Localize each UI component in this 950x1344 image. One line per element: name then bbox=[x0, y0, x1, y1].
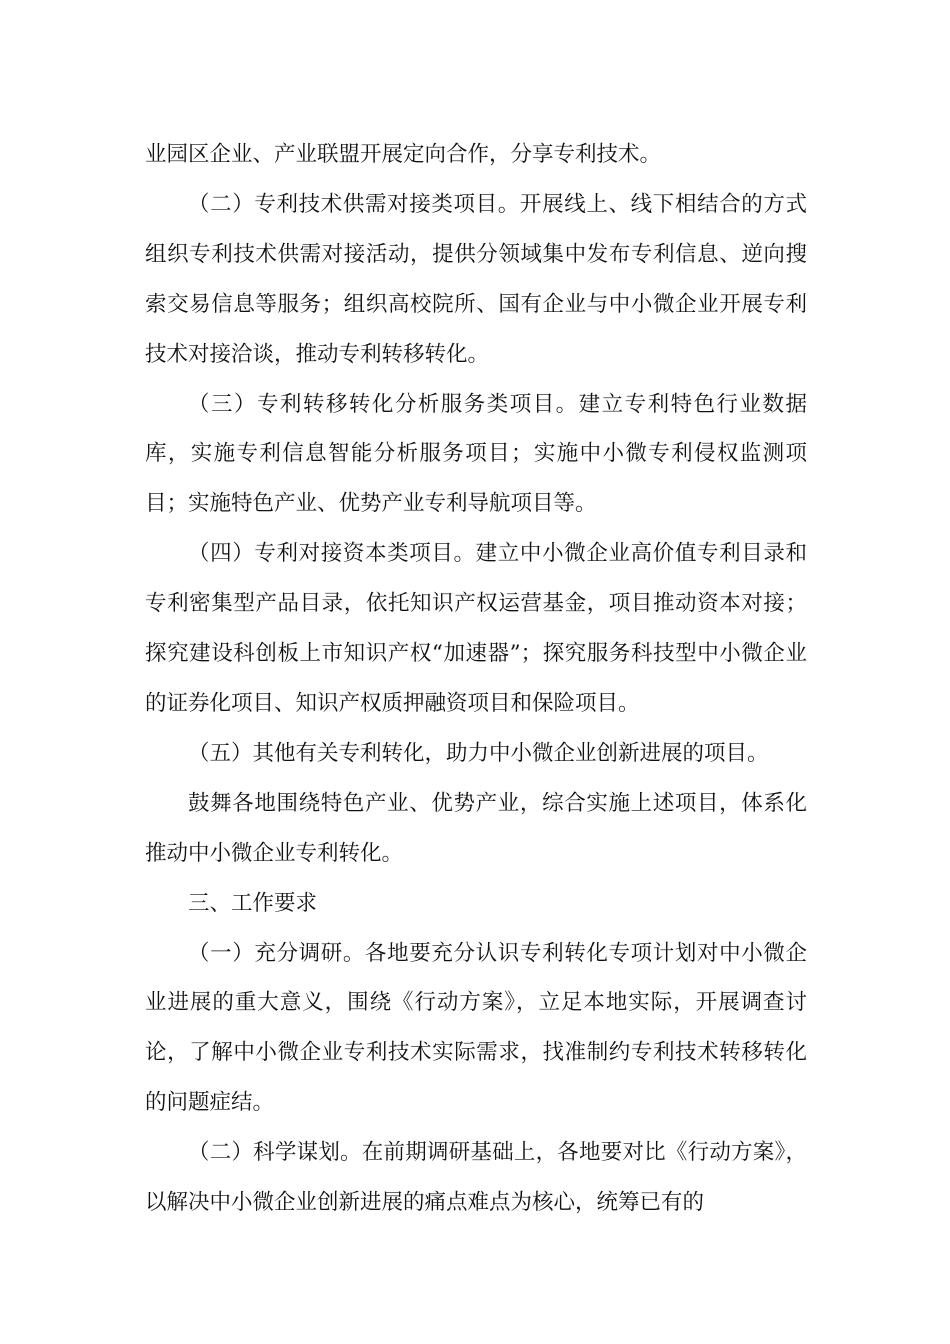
section-heading-work-requirements: 三、工作要求 bbox=[188, 890, 318, 916]
paragraph-patent-analysis-service: （三）专利转移转化分析服务类项目。建立专利特色行业数据库，实施专利信息智能分析服务项目；实施中小微专利侵权监测项目；实施特色产业、优势产业专利导航项目等。 bbox=[145, 391, 807, 517]
paragraph-continuation: 业园区企业、产业联盟开展定向合作，分享专利技术。 bbox=[145, 142, 662, 167]
paragraph-encourage-regions: 鼓舞各地围绕特色产业、优势产业，综合实施上述项目，体系化推动中小微企业专利转化。 bbox=[145, 790, 807, 866]
paragraph-other-projects: （五）其他有关专利转化，助力中小微企业创新进展的项目。 bbox=[188, 740, 769, 766]
paragraph-patent-capital: （四）专利对接资本类项目。建立中小微企业高价值专利目录和专利密集型产品目录，依托知识产权运营基金，项目推动资本对接；探究建设科创板上市知识产权“加速器”；探究服务科技型中小微企业的证券化项目、知识产权质押融资项目和保险项目。 bbox=[145, 541, 807, 716]
paragraph-patent-supply-demand: （二）专利技术供需对接类项目。开展线上、线下相结合的方式组织专利技术供需对接活动，提供分领域集中发布专利信息、逆向搜索交易信息等服务；组织高校院所、国有企业与中小微企业开展专利技术对接洽谈，推动专利转移转化。 bbox=[145, 191, 807, 367]
paragraph-planning: （二）科学谋划。在前期调研基础上，各地要对比《行动方案》，以解决中小微企业创新进展的痛点难点为核心，统筹已有的 bbox=[145, 1140, 807, 1216]
document-body bbox=[145, 130, 807, 1228]
paragraph-research: （一）充分调研。各地要充分认识专利转化专项计划对中小微企业进展的重大意义，围绕《行动方案》，立足本地实际，开展调查讨论，了解中小微企业专利技术实际需求，找准制约专利技术转移转化的问题症结。 bbox=[145, 940, 807, 1116]
